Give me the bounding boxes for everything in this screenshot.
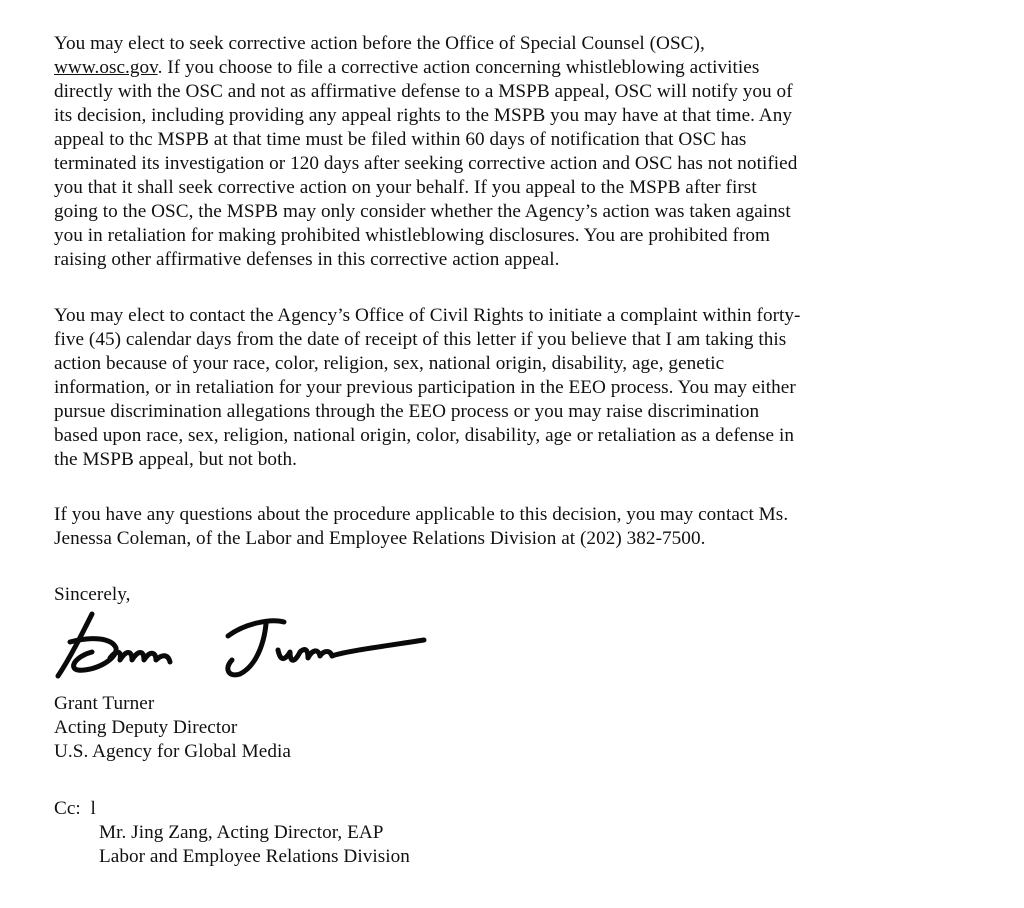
text-line: based upon race, sex, religion, national origin, color, disability, age or retaliation as a defense in [54,425,794,446]
cc-mark: l [90,798,96,819]
text-line: appeal to thc MSPB at that time must be filed within 60 days of notification that OSC has [54,129,747,150]
text-span: . If you choose to file a corrective action concerning whistleblowing activities [157,57,760,78]
closing-salutation: Sincerely, [54,584,131,605]
text-line: five (45) calendar days from the date of receipt of this letter if you believe that I am taking this [54,329,787,350]
signer-organization: U.S. Agency for Global Media [54,741,291,762]
text-line: You may elect to contact the Agency’s Office of Civil Rights to initiate a complaint within forty- [54,305,801,326]
signer-title: Acting Deputy Director [54,717,238,738]
text-line: directly with the OSC and not as affirmative defense to a MSPB appeal, OSC will notify you of [54,81,793,102]
text-line: You may elect to seek corrective action before the Office of Special Counsel (OSC), [54,33,705,54]
cc-label: Cc: [54,798,81,819]
text-line: If you have any questions about the procedure applicable to this decision, you may contact Ms. [54,504,789,525]
text-line: raising other affirmative defenses in this corrective action appeal. [54,249,560,270]
text-line: going to the OSC, the MSPB may only consider whether the Agency’s action was taken against [54,201,791,222]
text-line: terminated its investigation or 120 days after seeking corrective action and OSC has not notified [54,153,798,174]
signer-name: Grant Turner [54,693,155,714]
text-line: you that it shall seek corrective action on your behalf. If you appeal to the MSPB after first [54,177,757,198]
text-line: the MSPB appeal, but not both. [54,449,297,470]
handwritten-signature [52,608,432,688]
cc-recipient: Mr. Jing Zang, Acting Director, EAP [99,822,384,843]
text-line: action because of your race, color, religion, sex, national origin, disability, age, genetic [54,353,725,374]
text-line: its decision, including providing any appeal rights to the MSPB you may have at that time. Any [54,105,792,126]
text-line [54,56,759,80]
cc-label-line [54,797,96,821]
text-line: you in retaliation for making prohibited whistleblowing disclosures. You are prohibited from [54,225,771,246]
text-line: Jenessa Coleman, of the Labor and Employee Relations Division at (202) 382-7500. [54,528,706,549]
text-line: pursue discrimination allegations through the EEO process or you may raise discrimination [54,401,760,422]
cc-recipient-division: Labor and Employee Relations Division [99,846,410,867]
text-line: information, or in retaliation for your previous participation in the EEO process. You may either [54,377,796,398]
osc-website-link[interactable]: www.osc.gov [54,57,158,78]
